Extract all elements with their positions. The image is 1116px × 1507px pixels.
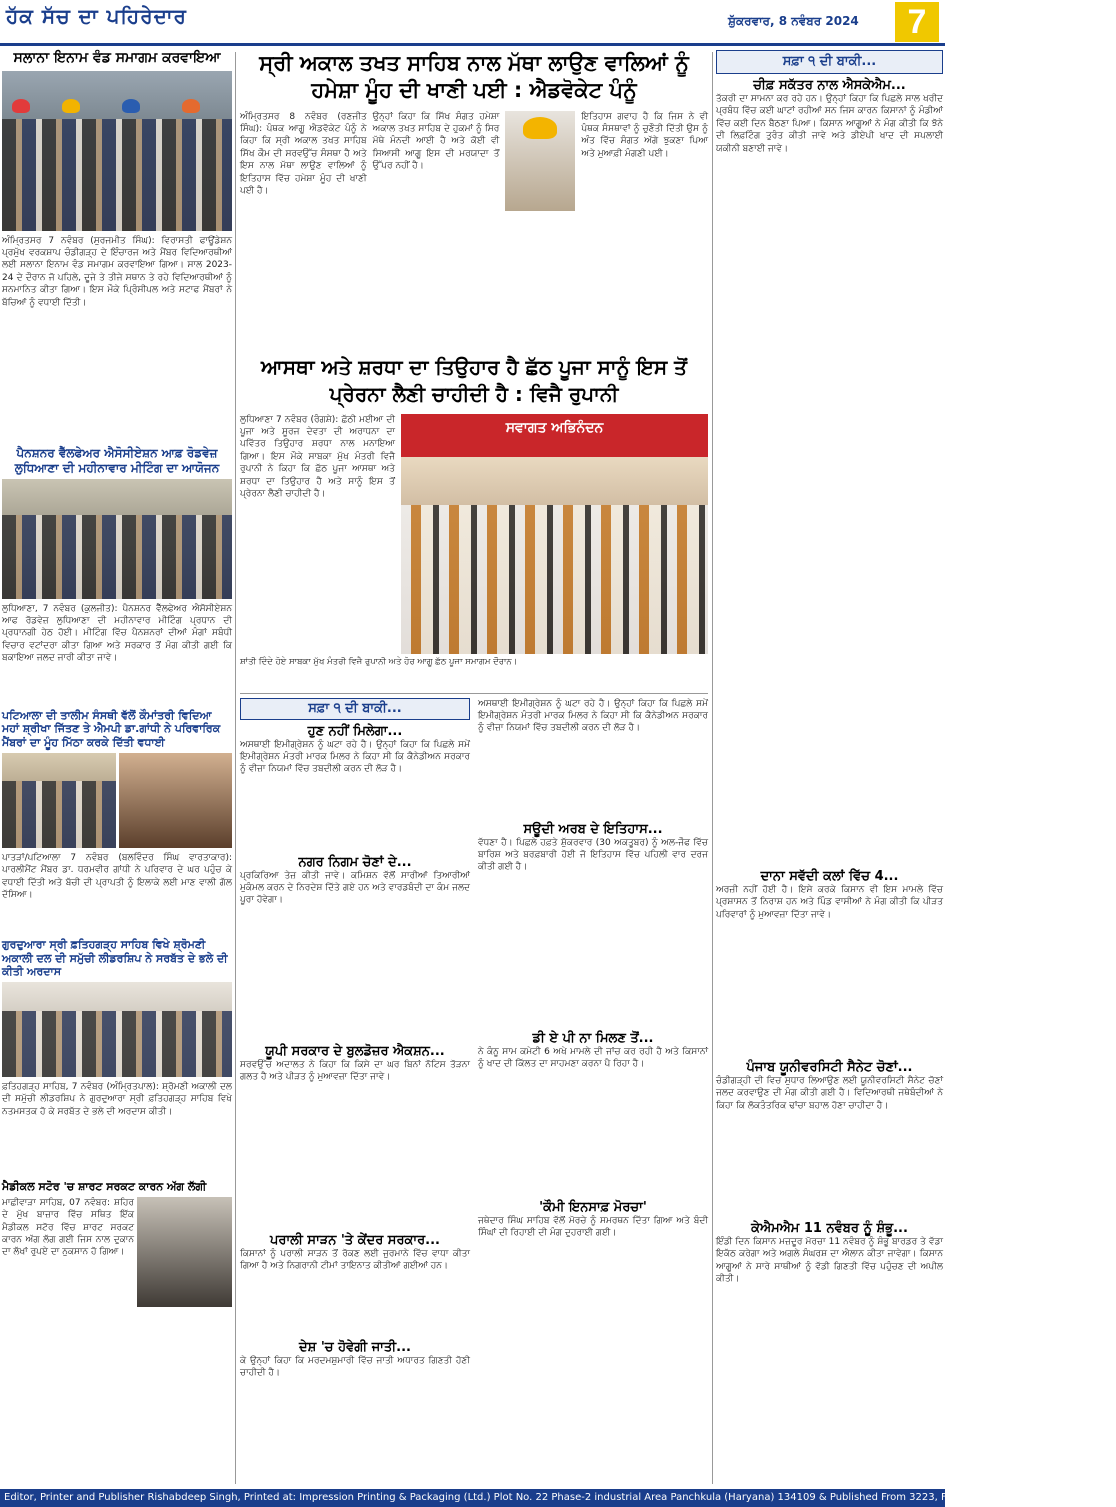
lead-headline: ਸ੍ਰੀ ਅਕਾਲ ਤਖਤ ਸਾਹਿਬ ਨਾਲ ਮੱਥਾ ਲਾਉਣ ਵਾਲਿਆਂ ਨੂੰ ਹਮੇਸ਼ਾ ਮੂੰਹ ਦੀ ਖਾਣੀ ਪਈ : ਐਡਵੋਕੇਟ ਪੰਨੂੰ (259, 51, 689, 103)
medical-store-fire-photo (137, 1197, 232, 1307)
right-sub-dana: ਦਾਨਾ ਸਵੱਦੀ ਕਲਾਂ ਵਿੱਚ 4... (760, 869, 899, 884)
section-divider (240, 693, 708, 694)
right-sub-kmm: ਕੇਐਮਐਮ 11 ਨਵੰਬਰ ਨੂੰ ਸ਼ੰਭੂ... (751, 1221, 908, 1236)
cont-body-caste: ਕੇ ਉਨ੍ਹਾਂ ਕਿਹਾ ਕਿ ਮਰਦਮਸ਼ੁਮਾਰੀ ਵਿੱਚ ਜਾਤੀ ਅਧਾਰਤ ਗਿਣਤੀ ਹੋਣੀ ਚਾਹੀਦੀ ਹੈ। (240, 1355, 470, 1378)
column-divider (712, 52, 713, 1484)
story3-body: ਪਾਤੜਾਂ/ਪਟਿਆਲਾ 7 ਨਵੰਬਰ (ਬਲਵਿੰਦਰ ਸਿੰਘ ਵਾਰਤਾਕਾਰ): ਪਾਰਲੀਮੈਂਟ ਮੈਂਬਰ ਡਾ. ਧਰਮਵੀਰ ਗਾਂਧੀ ਨੇ ਪਰਿਵਾਰ ਦੇ ਘਰ ਪਹੁੰਚ ਕੇ ਵਧਾਈ ਦਿੱਤੀ ਅਤੇ ਬੱਚੀ ਦੀ ਪ੍ਰਾਪਤੀ ਨੂੰ ਇਲਾਕੇ ਲਈ ਮਾਣ ਵਾਲੀ ਗੱਲ ਦੱਸਿਆ। (2, 852, 232, 900)
cont-sub-immigration: ਹੁਣ ਨਹੀਂ ਮਿਲੇਗਾ... (307, 723, 403, 739)
right-column (716, 50, 943, 1486)
advocate-pannu-portrait (505, 111, 575, 211)
right-sub-chief-secretary: ਚੀਫ਼ ਸਕੱਤਰ ਨਾਲ ਐਸਕੇਐਮ... (753, 78, 906, 93)
right-body-kmm: ਇੰਡੀ ਦਿਨ ਕਿਸਾਨ ਮਜ਼ਦੂਰ ਮੋਰਚਾ 11 ਨਵੰਬਰ ਨੂੰ ਸ਼ੰਭੂ ਬਾਰਡਰ ਤੇ ਵੱਡਾ ਇਕੱਠ ਕਰੇਗਾ ਅਤੇ ਅਗਲੇ ਸੰਘਰਸ਼ ਦਾ ਐਲਾਨ ਕੀਤਾ ਜਾਵੇਗਾ। ਕਿਸਾਨ ਆਗੂਆਂ ਨੇ ਸਾਰੇ ਸਾਥੀਆਂ ਨੂੰ ਵੱਡੀ ਗਿਣਤੀ ਵਿੱਚ ਪਹੁੰਚਣ ਦੀ ਅਪੀਲ ਕੀਤੀ। (716, 1237, 943, 1285)
newspaper-logo: ਹੱਕ ਸੱਚ ਦਾ ਪਹਿਰੇਦਾਰ (6, 4, 187, 28)
right-continued-banner: ਸਫ਼ਾ ੧ ਦੀ ਬਾਕੀ... (716, 50, 943, 74)
cont-body-misc: ਅਸਥਾਈ ਇਮੀਗ੍ਰੇਸ਼ਨ ਨੂੰ ਘਟਾ ਰਹੇ ਹੈ। ਉਨ੍ਹਾਂ ਕਿਹਾ ਕਿ ਪਿਛਲੇ ਸਮੇਂ ਇਮੀਗ੍ਰੇਸ਼ਨ ਮੰਤਰੀ ਮਾਰਕ ਮਿਲਰ ਨੇ ਕਿਹਾ ਸੀ ਕਿ ਕੈਨੇਡੀਅਨ ਸਰਕਾਰ ਨੂੰ ਵੀਜ਼ਾ ਨਿਯਮਾਂ ਵਿੱਚ ਤਬਦੀਲੀ ਕਰਨ ਦੀ ਲੋੜ ਹੈ। (478, 698, 708, 734)
gurdwara-ardas-photo (2, 982, 232, 1077)
masthead (0, 0, 945, 46)
cont-body-bulldozer: ਸਰਵਉੱਚ ਅਦਾਲਤ ਨੇ ਕਿਹਾ ਕਿ ਕਿਸੇ ਦਾ ਘਰ ਬਿਨਾਂ ਨੋਟਿਸ ਤੋੜਨਾ ਗਲਤ ਹੈ ਅਤੇ ਪੀੜਤ ਨੂੰ ਮੁਆਵਜ਼ਾ ਦਿੱਤਾ ਜਾਵੇ। (240, 1059, 470, 1082)
issue-date: ਸ਼ੁੱਕਰਵਾਰ, 8 ਨਵੰਬਰ 2024 (728, 14, 859, 28)
right-body-chief-secretary: ਤੱਕਰੀ ਦਾ ਸਾਮਨਾ ਕਰ ਰਹੇ ਹਨ। ਉਨ੍ਹਾਂ ਕਿਹਾ ਕਿ ਪਿਛਲੇ ਸਾਲ ਖਰੀਦ ਪ੍ਰਬੰਧ ਵਿੱਚ ਕਈ ਘਾਟਾਂ ਰਹੀਆਂ ਸਨ ਜਿਸ ਕਾਰਨ ਕਿਸਾਨਾਂ ਨੂੰ ਮੰਡੀਆਂ ਵਿੱਚ ਕਈ ਦਿਨ ਬੈਠਣਾ ਪਿਆ। ਕਿਸਾਨ ਆਗੂਆਂ ਨੇ ਮੰਗ ਕੀਤੀ ਕਿ ਝੋਨੇ ਦੀ ਲਿਫ਼ਟਿੰਗ ਤੁਰੰਤ ਕੀਤੀ ਜਾਵੇ ਅਤੇ ਡੀਏਪੀ ਖਾਦ ਦੀ ਸਪਲਾਈ ਯਕੀਨੀ ਬਣਾਈ ਜਾਵੇ। (716, 94, 943, 154)
cont-sub-morcha: 'ਕੌਮੀ ਇਨਸਾਫ਼ ਮੋਰਚਾ' (539, 1199, 647, 1215)
lead-body-col2: ਉਨ੍ਹਾਂ ਕਿਹਾ ਕਿ ਸਿੱਖ ਸੰਗਤ ਹਮੇਸ਼ਾ ਅਕਾਲ ਤਖਤ ਸਾਹਿਬ ਦੇ ਹੁਕਮਾਂ ਨੂੰ ਸਿਰ ਮੱਥੇ ਮੰਨਦੀ ਆਈ ਹੈ ਅਤੇ ਕੋਈ ਵੀ ਸਿਆਸੀ ਆਗੂ ਇਸ ਦੀ ਮਰਯਾਦਾ ਤੋਂ ਉੱਪਰ ਨਹੀਂ ਹੈ। (372, 111, 500, 172)
story5-body: ਮਾਛੀਵਾੜਾ ਸਾਹਿਬ, 07 ਨਵੰਬਰ: ਸ਼ਹਿਰ ਦੇ ਮੁੱਖ ਬਾਜ਼ਾਰ ਵਿੱਚ ਸਥਿਤ ਇੱਕ ਮੈਡੀਕਲ ਸਟੋਰ ਵਿੱਚ ਸ਼ਾਰਟ ਸਰਕਟ ਕਾਰਨ ਅੱਗ ਲੱਗ ਗਈ ਜਿਸ ਨਾਲ ਦੁਕਾਨ ਦਾ ਲੱਖਾਂ ਰੁਪਏ ਦਾ ਨੁਕਸਾਨ ਹੋ ਗਿਆ। (2, 1197, 134, 1258)
story5-headline: ਮੈਡੀਕਲ ਸਟੋਰ 'ਚ ਸ਼ਾਰਟ ਸਰਕਟ ਕਾਰਨ ਅੱਗ ਲੱਗੀ (2, 1180, 207, 1193)
story1-headline: ਸਲਾਨਾ ਇਨਾਮ ਵੰਡ ਸਮਾਗਮ ਕਰਵਾਇਆ (13, 50, 221, 66)
story2-body: ਲੁਧਿਆਣਾ, 7 ਨਵੰਬਰ (ਕੁਲਜੀਤ): ਪੈਨਸ਼ਨਰ ਵੈੱਲਫੇਅਰ ਐਸੋਸੀਏਸ਼ਨ ਆਫ ਰੋਡਵੇਜ਼ ਲੁਧਿਆਣਾ ਦੀ ਮਹੀਨਾਵਾਰ ਮੀਟਿੰਗ ਪ੍ਰਧਾਨ ਦੀ ਪ੍ਰਧਾਨਗੀ ਹੇਠ ਹੋਈ। ਮੀਟਿੰਗ ਵਿੱਚ ਪੈਨਸ਼ਨਰਾਂ ਦੀਆਂ ਮੰਗਾਂ ਸਬੰਧੀ ਵਿਚਾਰ ਵਟਾਂਦਰਾ ਕੀਤਾ ਗਿਆ ਅਤੇ ਸਰਕਾਰ ਤੋਂ ਮੰਗ ਕੀਤੀ ਗਈ ਕਿ ਬਕਾਇਆ ਜਲਦ ਜਾਰੀ ਕੀਤਾ ਜਾਵੇ। (2, 603, 232, 664)
cont-body-saudi: ਵੱਧਣਾ ਹੈ। ਪਿਛਲੇ ਹਫ਼ਤੇ ਸ਼ੁੱਕਰਵਾਰ (30 ਅਕਤੂਬਰ) ਨੂੰ ਅਲ-ਜੌਫ ਵਿੱਚ ਬਾਰਿਸ਼ ਅਤੇ ਬਰਫ਼ਬਾਰੀ ਹੋਈ ਜੋ ਇਤਿਹਾਸ ਵਿੱਚ ਪਹਿਲੀ ਵਾਰ ਦਰਜ ਕੀਤੀ ਗਈ ਹੈ। (478, 837, 708, 873)
cont-sub-bulldozer: ਯੂਪੀ ਸਰਕਾਰ ਦੇ ਬੁਲਡੋਜ਼ਰ ਐਕਸ਼ਨ... (265, 1043, 445, 1059)
mp-gandhi-photo (2, 753, 116, 848)
chhath-puja-event-photo (401, 414, 708, 654)
right-sub-pu-senate: ਪੰਜਾਬ ਯੂਨੀਵਰਸਿਟੀ ਸੈਨੇਟ ਚੋਣਾਂ... (746, 1060, 913, 1075)
story2-headline: ਪੈਨਸ਼ਨਰ ਵੈੱਲਫੇਅਰ ਐਸੋਸੀਏਸ਼ਨ ਆਫ਼ ਰੋਡਵੇਜ਼ ਲੁਧਿਆਣਾ ਦੀ ਮਹੀਨਾਵਾਰ ਮੀਟਿੰਗ ਦਾ ਆਯੋਜਨ (14, 445, 220, 475)
cont-sub-dap: ਡੀ ਏ ਪੀ ਨਾ ਮਿਲਣ ਤੋਂ... (532, 1030, 654, 1046)
publisher-imprint: Editor, Printer and Publisher Rishabdeep Singh, Printed at: Impression Printing & Packaging (Ltd.) Plot No. 22 Phase-2 industrial Area Panchkula (Haryana) 134109 & Published From 3223, First Floor, Sector-35D, Chandigarh (0, 1489, 945, 1507)
cont-sub-saudi: ਸਊਦੀ ਅਰਬ ਦੇ ਇਤਿਹਾਸ... (523, 821, 663, 837)
story1-body: ਅੰਮ੍ਰਿਤਸਰ 7 ਨਵੰਬਰ (ਸੁਰਜਮੀਤ ਸਿੰਘ): ਵਿਰਾਸਤੀ ਫਾਊਂਡੇਸ਼ਨ ਪ੍ਰਮੁੱਖ ਵਰਕਸ਼ਾਪ ਚੰਡੀਗੜ੍ਹ ਦੇ ਇੰਚਾਰਜ ਅਤੇ ਮੈਂਬਰ ਵਿਦਿਆਰਥੀਆਂ ਲਈ ਸਲਾਨਾ ਇਨਾਮ ਵੰਡ ਸਮਾਗਮ ਕਰਵਾਇਆ ਗਿਆ। ਸਾਲ 2023-24 ਦੇ ਦੌਰਾਨ ਜੋ ਪਹਿਲੇ, ਦੂਜੇ ਤੇ ਤੀਜੇ ਸਥਾਨ ਤੇ ਰਹੇ ਵਿਦਿਆਰਥੀਆਂ ਨੂੰ ਸਨਮਾਨਿਤ ਕੀਤਾ ਗਿਆ। ਇਸ ਮੌਕੇ ਪ੍ਰਿੰਸੀਪਲ ਅਤੇ ਸਟਾਫ ਮੈਂਬਰਾਂ ਨੇ ਬੱਚਿਆਂ ਨੂੰ ਵਧਾਈ ਦਿੱਤੀ। (2, 235, 232, 308)
right-body-pu-senate: ਚੰਡੀਗੜ੍ਹੀ ਦੀ ਵਿਚ ਸੁਧਾਰ ਲਿਆਉਣ ਲਈ ਯੂਨੀਵਰਸਿਟੀ ਸੈਨੇਟ ਚੋਣਾਂ ਜਲਦ ਕਰਵਾਉਣ ਦੀ ਮੰਗ ਕੀਤੀ ਗਈ ਹੈ। ਵਿਦਿਆਰਥੀ ਜਥੇਬੰਦੀਆਂ ਨੇ ਕਿਹਾ ਕਿ ਲੋਕਤੰਤਰਿਕ ਢਾਂਚਾ ਬਹਾਲ ਹੋਣਾ ਚਾਹੀਦਾ ਹੈ। (716, 1076, 943, 1111)
cont-body-municipal: ਪ੍ਰਕਿਰਿਆ ਤੇਜ਼ ਕੀਤੀ ਜਾਵੇ। ਕਮਿਸ਼ਨ ਵੱਲੋਂ ਸਾਰੀਆਂ ਤਿਆਰੀਆਂ ਮੁਕੰਮਲ ਕਰਨ ਦੇ ਨਿਰਦੇਸ਼ ਦਿੱਤੇ ਗਏ ਹਨ ਅਤੇ ਵਾਰਡਬੰਦੀ ਦਾ ਕੰਮ ਜਲਦ ਪੂਰਾ ਹੋਵੇਗਾ। (240, 870, 470, 906)
cont-sub-stubble: ਪਰਾਲੀ ਸਾੜਨ 'ਤੇ ਕੇਂਦਰ ਸਰਕਾਰ... (270, 1232, 440, 1248)
pensioners-meeting-photo (2, 479, 232, 599)
cont-body-stubble: ਕਿਸਾਨਾਂ ਨੂੰ ਪਰਾਲੀ ਸਾੜਨ ਤੋਂ ਰੋਕਣ ਲਈ ਜੁਰਮਾਨੇ ਵਿੱਚ ਵਾਧਾ ਕੀਤਾ ਗਿਆ ਹੈ ਅਤੇ ਨਿਗਰਾਨੀ ਟੀਮਾਂ ਤਾਇਨਾਤ ਕੀਤੀਆਂ ਗਈਆਂ ਹਨ। (240, 1248, 470, 1271)
photo-caption: ਸ਼ਾਂਤੀ ਦਿੰਦੇ ਹੋਏ ਸਾਬਕਾ ਮੁੱਖ ਮੰਤਰੀ ਵਿਜੈ ਰੁਪਾਨੀ ਅਤੇ ਹੋਰ ਆਗੂ ਛੱਠ ਪੂਜਾ ਸਮਾਗਮ ਦੌਰਾਨ। (240, 656, 518, 667)
story4-headline: ਗੁਰਦੁਆਰਾ ਸ੍ਰੀ ਫ਼ਤਿਹਗੜ੍ਹ ਸਾਹਿਬ ਵਿਖੇ ਸ਼੍ਰੋਮਣੀ ਅਕਾਲੀ ਦਲ ਦੀ ਸਮੁੱਚੀ ਲੀਡਰਸ਼ਿਪ ਨੇ ਸਰਬੱਤ ਦੇ ਭਲੇ ਦੀ ਕੀਤੀ ਅਰਦਾਸ (2, 937, 228, 979)
continued-column-left (240, 698, 470, 1415)
cont-body-morcha: ਜਥੇਦਾਰ ਸਿੰਘ ਸਾਹਿਬ ਵੱਲੋਂ ਮੋਰਚੇ ਨੂੰ ਸਮਰਥਨ ਦਿੱਤਾ ਗਿਆ ਅਤੇ ਬੰਦੀ ਸਿੰਘਾਂ ਦੀ ਰਿਹਾਈ ਦੀ ਮੰਗ ਦੁਹਰਾਈ ਗਈ। (478, 1215, 708, 1238)
story4-body: ਫ਼ਤਿਹਗੜ੍ਹ ਸਾਹਿਬ, 7 ਨਵੰਬਰ (ਅੰਮ੍ਰਿਤਪਾਲ): ਸ਼੍ਰੋਮਣੀ ਅਕਾਲੀ ਦਲ ਦੀ ਸਮੁੱਚੀ ਲੀਡਰਸ਼ਿਪ ਨੇ ਗੁਰਦੁਆਰਾ ਸ੍ਰੀ ਫ਼ਤਿਹਗੜ੍ਹ ਸਾਹਿਬ ਵਿਖੇ ਨਤਮਸਤਕ ਹੋ ਕੇ ਸਰਬੱਤ ਦੇ ਭਲੇ ਦੀ ਅਰਦਾਸ ਕੀਤੀ। (2, 1082, 232, 1117)
chhath-story-body: ਲੁਧਿਆਣਾ 7 ਨਵੰਬਰ (ਰੰਗਸ਼ੇ): ਛੱਠੀ ਮਈਆ ਦੀ ਪੂਜਾ ਅਤੇ ਸੂਰਜ ਦੇਵਤਾ ਦੀ ਅਰਾਧਨਾ ਦਾ ਪਵਿੱਤਰ ਤਿਉਹਾਰ ਸ਼ਰਧਾ ਨਾਲ ਮਨਾਇਆ ਗਿਆ। ਇਸ ਮੌਕੇ ਸਾਬਕਾ ਮੁੱਖ ਮੰਤਰੀ ਵਿਜੈ ਰੁਪਾਨੀ ਨੇ ਕਿਹਾ ਕਿ ਛੱਠ ਪੂਜਾ ਆਸਥਾ ਅਤੇ ਸ਼ਰਧਾ ਦਾ ਤਿਉਹਾਰ ਹੈ ਅਤੇ ਸਾਨੂੰ ਇਸ ਤੋਂ ਪ੍ਰੇਰਨਾ ਲੈਣੀ ਚਾਹੀਦੀ ਹੈ। (240, 414, 395, 500)
second-headline: ਆਸਥਾ ਅਤੇ ਸ਼ਰਧਾ ਦਾ ਤਿਉਹਾਰ ਹੈ ਛੱਠ ਪੂਜਾ ਸਾਨੂੰ ਇਸ ਤੋਂ ਪ੍ਰੇਰਨਾ ਲੈਣੀ ਚਾਹੀਦੀ ਹੈ : ਵਿਜੈ ਰੁਪਾਨੀ (261, 354, 687, 406)
continued-column-right (478, 698, 708, 1415)
cont-sub-municipal: ਨਗਰ ਨਿਗਮ ਚੋਣਾਂ ਦੇ... (298, 854, 412, 870)
lead-body-col1: ਅੰਮ੍ਰਿਤਸਰ 8 ਨਵੰਬਰ (ਰਣਜੀਤ ਸਿੰਘ): ਪੰਥਕ ਆਗੂ ਐਡਵੋਕੇਟ ਪੰਨੂੰ ਨੇ ਕਿਹਾ ਕਿ ਸ੍ਰੀ ਅਕਾਲ ਤਖਤ ਸਾਹਿਬ ਸਿੱਖ ਕੌਮ ਦੀ ਸਰਵਉੱਚ ਸੰਸਥਾ ਹੈ ਅਤੇ ਇਸ ਨਾਲ ਮੱਥਾ ਲਾਉਣ ਵਾਲਿਆਂ ਨੂੰ ਇਤਿਹਾਸ ਵਿੱਚ ਹਮੇਸ਼ਾ ਮੂੰਹ ਦੀ ਖਾਣੀ ਪਈ ਹੈ। (240, 111, 367, 197)
awards-ceremony-photo (2, 71, 232, 231)
student-portrait-photo (119, 753, 233, 848)
left-column (2, 50, 232, 1486)
cont-body-dap: ਨੇ ਕੰਨੂ ਸਾਮ ਕਮੇਟੀ 6 ਅਖੇ ਮਾਮਲੇ ਦੀ ਜਾਂਚ ਕਰ ਰਹੀ ਹੈ ਅਤੇ ਕਿਸਾਨਾਂ ਨੂੰ ਖਾਦ ਦੀ ਕਿੱਲਤ ਦਾ ਸਾਹਮਣਾ ਕਰਨਾ ਪੈ ਰਿਹਾ ਹੈ। (478, 1046, 708, 1069)
story3-headline: ਪਟਿਆਲਾ ਦੀ ਤਾਲੀਮ ਸੰਸਥੀ ਵੱਲੋਂ ਕੌਮਾਂਤਰੀ ਵਿਦਿਆ ਮਹਾਂ ਸ਼੍ਰੀਖਾ ਜਿੱਤਣ ਤੇ ਐਮਪੀ ਡਾ.ਗਾਂਧੀ ਨੇ ਪਰਿਵਾਰਿਕ ਮੈਂਬਰਾਂ ਦਾ ਮੂੰਹ ਮਿੱਠਾ ਕਰਕੇ ਦਿੱਤੀ ਵਧਾਈ (2, 708, 221, 749)
cont-sub-caste: ਦੇਸ਼ 'ਚ ਹੋਵੇਗੀ ਜਾਤੀ... (299, 1339, 411, 1355)
center-column (240, 50, 708, 1486)
lead-body-col3: ਇਤਿਹਾਸ ਗਵਾਹ ਹੈ ਕਿ ਜਿਸ ਨੇ ਵੀ ਪੰਥਕ ਸੰਸਥਾਵਾਂ ਨੂੰ ਚੁਣੌਤੀ ਦਿੱਤੀ ਉਸ ਨੂੰ ਅੰਤ ਵਿੱਚ ਸੰਗਤ ਅੱਗੇ ਝੁਕਣਾ ਪਿਆ ਅਤੇ ਮੁਆਫ਼ੀ ਮੰਗਣੀ ਪਈ। (581, 111, 709, 159)
column-divider (235, 52, 236, 1484)
continued-banner: ਸਫ਼ਾ ੧ ਦੀ ਬਾਕੀ... (240, 698, 470, 720)
cont-body-immigration: ਅਸਥਾਈ ਇਮੀਗ੍ਰੇਸ਼ਨ ਨੂੰ ਘਟਾ ਰਹੇ ਹੈ। ਉਨ੍ਹਾਂ ਕਿਹਾ ਕਿ ਪਿਛਲੇ ਸਮੇਂ ਇਮੀਗ੍ਰੇਸ਼ਨ ਮੰਤਰੀ ਮਾਰਕ ਮਿਲਰ ਨੇ ਕਿਹਾ ਸੀ ਕਿ ਕੈਨੇਡੀਅਨ ਸਰਕਾਰ ਨੂੰ ਵੀਜ਼ਾ ਨਿਯਮਾਂ ਵਿੱਚ ਤਬਦੀਲੀ ਕਰਨ ਦੀ ਲੋੜ ਹੈ। (240, 739, 470, 775)
page-number-badge: 7 (895, 2, 939, 42)
right-body-dana: ਅਰਜ਼ੀ ਨਹੀਂ ਹੋਈ ਹੈ। ਇਸੇ ਕਰਕੇ ਕਿਸਾਨ ਵੀ ਇਸ ਮਾਮਲੇ ਵਿੱਚ ਪ੍ਰਸ਼ਾਸਨ ਤੋਂ ਨਿਰਾਸ਼ ਹਨ ਅਤੇ ਪਿੰਡ ਵਾਸੀਆਂ ਨੇ ਮੰਗ ਕੀਤੀ ਕਿ ਪੀੜਤ ਪਰਿਵਾਰਾਂ ਨੂੰ ਮੁਆਵਜ਼ਾ ਦਿੱਤਾ ਜਾਵੇ। (716, 885, 943, 920)
photo-banner-text: ਸਵਾਗਤ ਅਭਿਨੰਦਨ (505, 419, 604, 436)
